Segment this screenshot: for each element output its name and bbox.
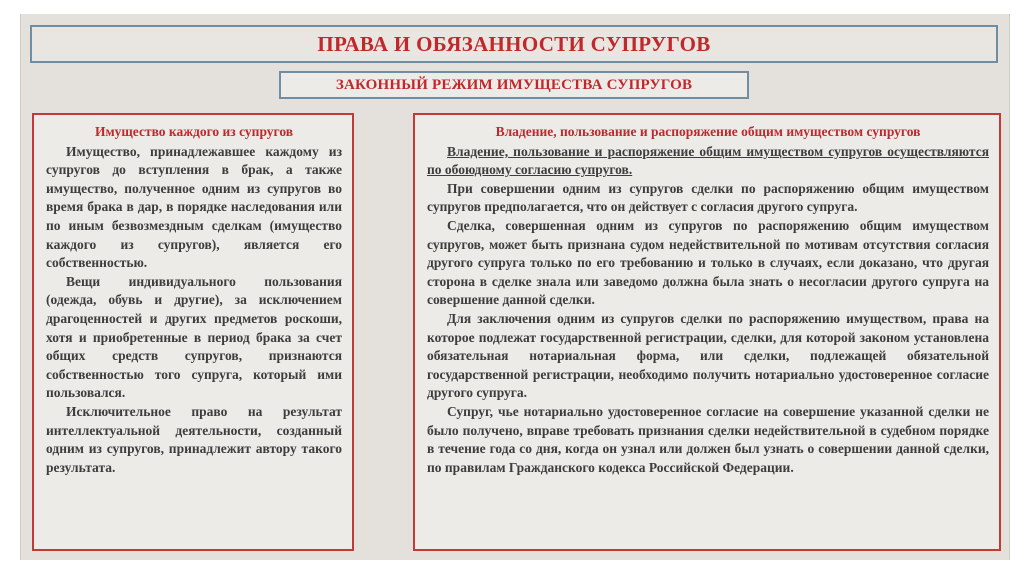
left-paragraph-3: Исключительное право на результат интеллектуальной деятельности, созданный одним из супругов, принадлежит автору такого результата. <box>46 403 342 475</box>
slide-title <box>30 25 998 63</box>
right-panel <box>413 113 1001 551</box>
slide-subtitle-text: ЗАКОННЫЙ РЕЖИМ ИМУЩЕСТВА СУПРУГОВ <box>335 76 693 93</box>
right-panel-heading: Владение, пользование и распоряжение общим имуществом супругов <box>495 124 921 139</box>
right-paragraph-2: При совершении одним из супругов сделки по распоряжению общим имуществом супругов предполагается, что он действует с согласия другого супруга. <box>427 180 989 215</box>
slide-subtitle <box>279 71 749 99</box>
right-paragraph-4: Для заключения одним из супругов сделки по распоряжению имуществом, права на которое подлежат государственной регистрации, сделки, для которой законом установлена обязательная нотариальная форма, или сделки, подлежащей обязательной государственной регистрации, необходимо получить нотариально удостоверенное согласие другого супруга. <box>427 310 989 401</box>
right-paragraph-3: Сделка, совершенная одним из супругов по распоряжению общим имуществом супругов, может быть признана судом недействительной по мотивам отсутствия согласия другого супруга только по его требованию и только в случаях, если доказано, что другая сторона в сделке знала или заведомо должна была знать о несогласии другого супруга на совершение данной сделки. <box>427 217 989 308</box>
slide <box>20 14 1010 560</box>
left-panel <box>32 113 354 551</box>
slide-title-text: ПРАВА И ОБЯЗАННОСТИ СУПРУГОВ <box>317 31 711 56</box>
left-paragraph-1: Имущество, принадлежавшее каждому из супругов до вступления в брак, а также имущество, полученное одним из супругов во время брака в дар, в порядке наследования или по иным безвозмездным сделкам (имущество каждого из супругов), является его собственностью. <box>46 143 342 271</box>
right-paragraph-1: Владение, пользование и распоряжение общим имуществом супругов осуществляются по обоюдному согласию супругов. <box>427 143 989 178</box>
left-panel-heading: Имущество каждого из супругов <box>94 124 294 139</box>
right-paragraph-5: Супруг, чье нотариально удостоверенное согласие на совершение указанной сделки не было получено, вправе требовать признания сделки недействительной в судебном порядке в течение года со дня, когда он узнал или должен был узнать о совершении данной сделки, по правилам Гражданского кодекса Российской Федерации. <box>427 403 989 475</box>
left-paragraph-2: Вещи индивидуального пользования (одежда, обувь и другие), за исключением драгоценностей и других предметов роскоши, хотя и приобретенные в период брака за счет общих средств супругов, признаются собственностью того супруга, который ими пользовался. <box>46 273 342 401</box>
